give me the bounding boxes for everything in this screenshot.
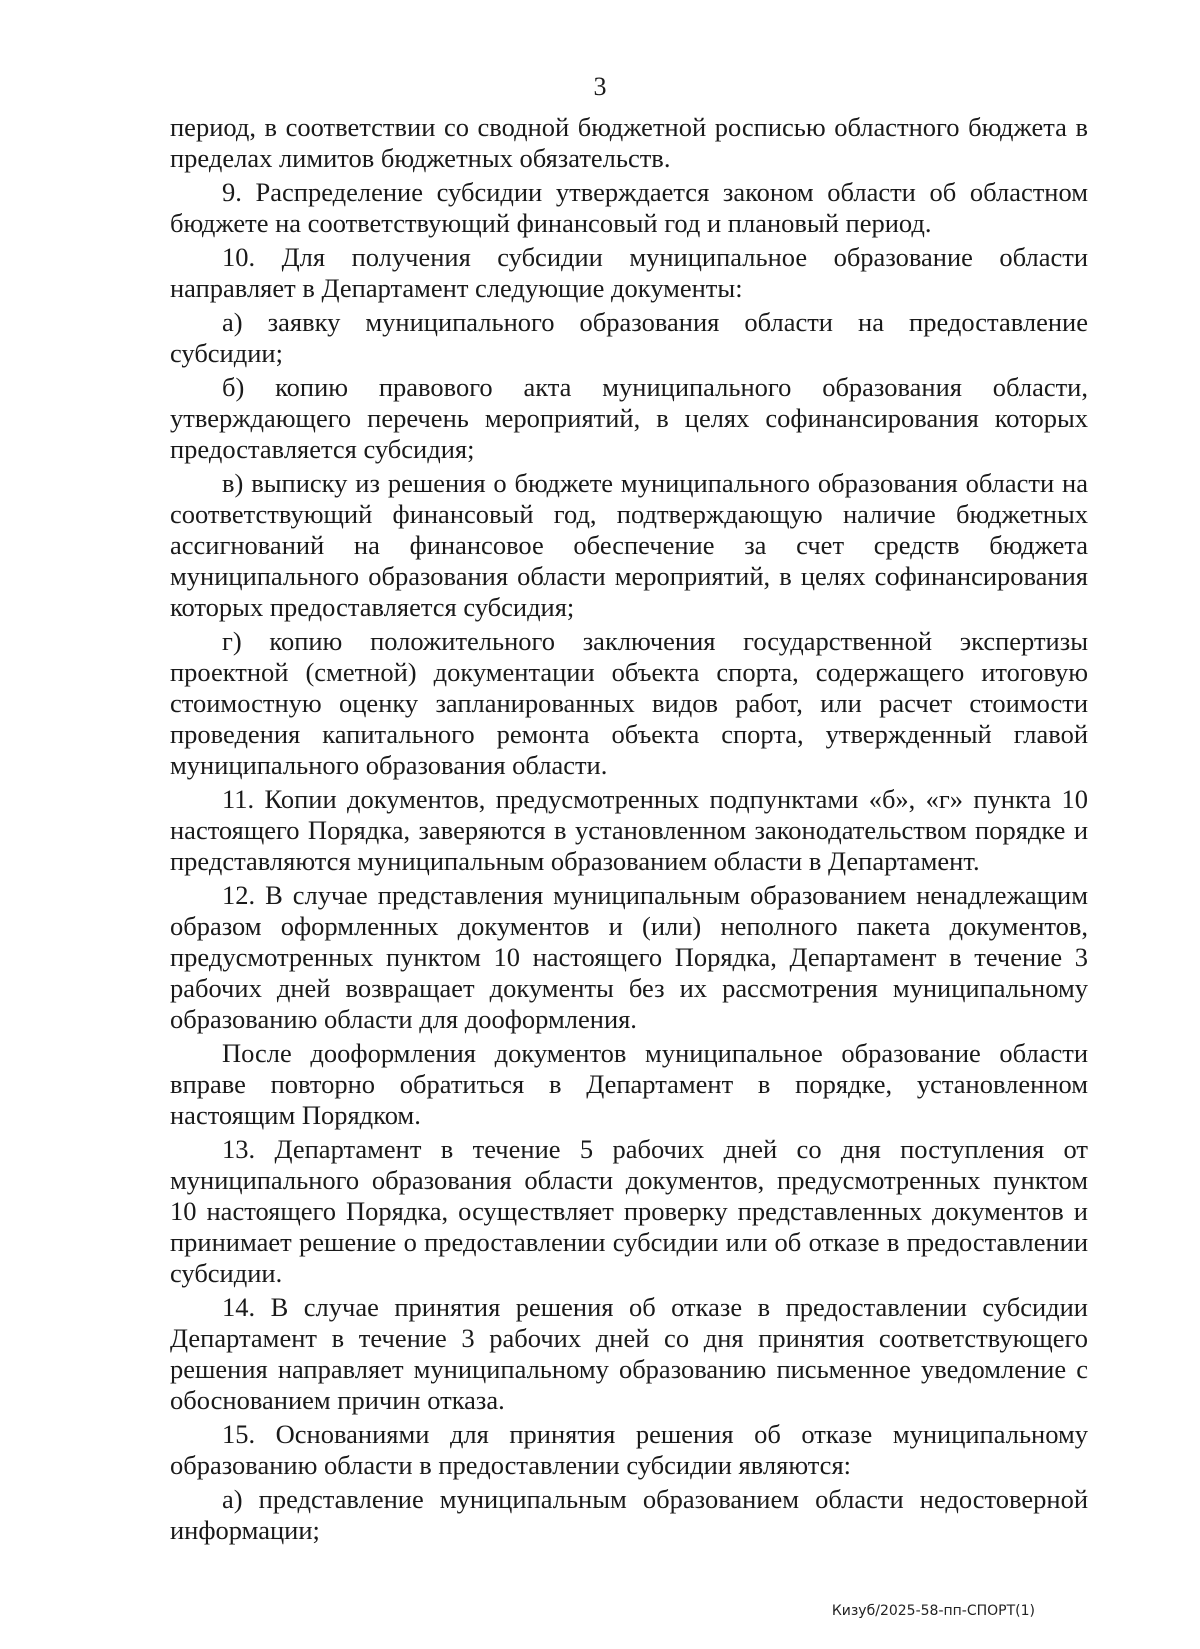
paragraph-item-11: 11. Копии документов, предусмотренных подпунктами «б», «г» пункта 10 настоящего Порядка, заверяются в установленном законодательством порядке и представляются муниципальным образованием области в Департамент. [170, 784, 1088, 876]
document-body [170, 112, 1088, 1546]
document-code: Кизуб/2025-58-пп-СПОРТ(1) [831, 1603, 1035, 1619]
paragraph-item-13: 13. Департамент в течение 5 рабочих дней со дня поступления от муниципального образования области документов, предусмотренных пунктом 10 настоящего Порядка, осуществляет проверку представленных документов и принимает решение о предоставлении субсидии или об отказе в предоставлении субсидии. [170, 1134, 1088, 1288]
paragraph-subitem-g: г) копию положительного заключения государственной экспертизы проектной (сметной) документации объекта спорта, содержащего итоговую стоимостную оценку запланированных видов работ, или расчет стоимости проведения капитального ремонта объекта спорта, утвержденный главой муниципального образования области. [170, 626, 1088, 780]
paragraph-item-14: 14. В случае принятия решения об отказе в предоставлении субсидии Департамент в течение 3 рабочих дней со дня принятия соответствующего решения направляет муниципальному образованию письменное уведомление с обоснованием причин отказа. [170, 1292, 1088, 1415]
page-number: 3 [593, 72, 607, 101]
paragraph-item-12-continued: После дооформления документов муниципальное образование области вправе повторно обратиться в Департамент в порядке, установленном настоящим Порядком. [170, 1038, 1088, 1130]
paragraph-item-15: 15. Основаниями для принятия решения об отказе муниципальному образованию области в предоставлении субсидии являются: [170, 1419, 1088, 1480]
paragraph-subitem-a: а) заявку муниципального образования области на предоставление субсидии; [170, 307, 1088, 368]
paragraph-continuation: период, в соответствии со сводной бюджетной росписью областного бюджета в пределах лимитов бюджетных обязательств. [170, 112, 1088, 173]
paragraph-item-10: 10. Для получения субсидии муниципальное образование области направляет в Департамент следующие документы: [170, 242, 1088, 303]
paragraph-subitem-b: б) копию правового акта муниципального образования области, утверждающего перечень мероприятий, в целях софинансирования которых предоставляется субсидия; [170, 372, 1088, 464]
paragraph-item-9: 9. Распределение субсидии утверждается законом области об областном бюджете на соответствующий финансовый год и плановый период. [170, 177, 1088, 238]
paragraph-item-15-subitem-a: а) представление муниципальным образованием области недостоверной информации; [170, 1484, 1088, 1545]
paragraph-item-12: 12. В случае представления муниципальным образованием ненадлежащим образом оформленных документов и (или) неполного пакета документов, предусмотренных пунктом 10 настоящего Порядка, Департамент в течение 3 рабочих дней возвращает документы без их рассмотрения муниципальному образованию области для дооформления. [170, 880, 1088, 1034]
paragraph-subitem-v: в) выписку из решения о бюджете муниципального образования области на соответствующий финансовый год, подтверждающую наличие бюджетных ассигнований на финансовое обеспечение за счет средств бюджета муниципального образования области мероприятий, в целях софинансирования которых предоставляется субсидия; [170, 468, 1088, 622]
